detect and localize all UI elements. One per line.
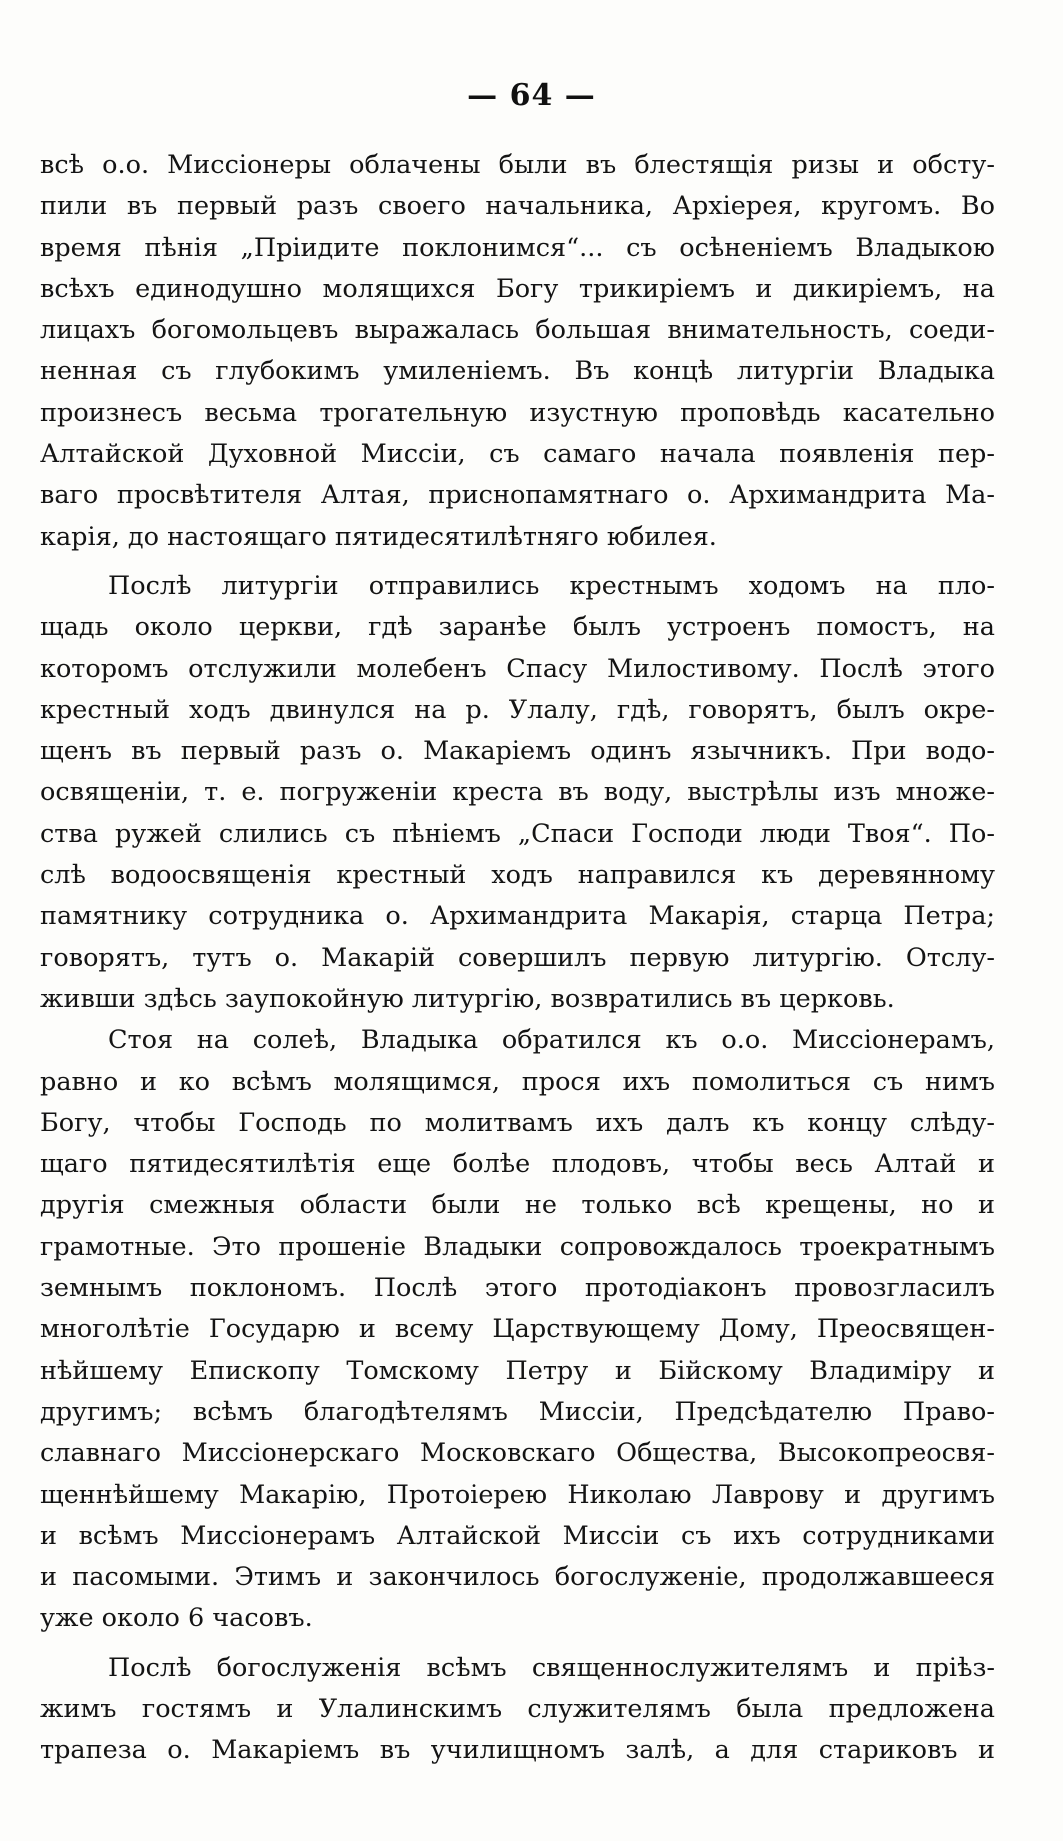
text-line: Послѣ литургіи отправились крестнымъ ходомъ на пло-: [108, 570, 995, 601]
text-line: Стоя на солеѣ, Владыка обратился къ о.о. Миссіонерамъ,: [108, 1025, 995, 1056]
text-line: освященіи, т. е. погруженіи креста въ воду, выстрѣлы изъ множе-: [40, 777, 995, 808]
paragraph-4: [40, 1648, 995, 1772]
text-line: земнымъ поклономъ. Послѣ этого протодіаконъ провозгласилъ: [40, 1273, 995, 1304]
body-text: [40, 145, 995, 1772]
text-line: многолѣтіе Государю и всему Царствующему Дому, Преосвящен-: [40, 1314, 995, 1345]
text-line: живши здѣсь заупокойную литургію, возвратились въ церковь.: [40, 983, 895, 1014]
text-line: и пасомыми. Этимъ и закончилось богослуженіе, продолжавшееся: [40, 1562, 995, 1593]
text-line: грамотные. Это прошеніе Владыки сопровождалось троекратнымъ: [40, 1231, 995, 1262]
text-line: крестный ходъ двинулся на р. Улалу, гдѣ, говорятъ, былъ окре-: [40, 694, 995, 725]
paragraph-1: [40, 145, 995, 558]
text-line: уже около 6 часовъ.: [40, 1603, 313, 1634]
text-line: произнесъ весьма трогательную изустную проповѣдь касательно: [40, 397, 995, 428]
text-line: ненная съ глубокимъ умиленіемъ. Въ концѣ литургіи Владыка: [40, 356, 995, 387]
page-number: — 64 —: [467, 78, 596, 113]
text-line: ства ружей слились съ пѣніемъ „Спаси Господи люди Твоя“. По-: [40, 818, 995, 849]
text-line: равно и ко всѣмъ молящимся, прося ихъ помолиться съ нимъ: [40, 1066, 995, 1097]
paragraph-3: [40, 1020, 995, 1639]
text-line: памятнику сотрудника о. Архимандрита Макарія, старца Петра;: [40, 901, 995, 932]
text-line: щаго пятидесятилѣтія еще болѣе плодовъ, чтобы весь Алтай и: [40, 1149, 995, 1180]
text-line: слѣ водоосвященія крестный ходъ направился къ деревянному: [40, 860, 995, 891]
text-line: ваго просвѣтителя Алтая, приснопамятнаго о. Архимандрита Ма-: [40, 480, 995, 511]
text-line: всѣ о.о. Миссіонеры облачены были въ блестящія ризы и обсту-: [40, 150, 995, 180]
text-line: Послѣ богослуженія всѣмъ священнослужителямъ и пріѣз-: [108, 1652, 995, 1683]
text-line: лицахъ богомольцевъ выражалась большая внимательность, соеди-: [40, 315, 995, 346]
text-line: другимъ; всѣмъ благодѣтелямъ Миссіи, Предсѣдателю Право-: [40, 1396, 995, 1427]
text-line: пили въ первый разъ своего начальника, Архіерея, кругомъ. Во: [40, 191, 995, 222]
text-line: щадь около церкви, гдѣ заранѣе былъ устроенъ помостъ, на: [40, 612, 995, 643]
text-line: говорятъ, тутъ о. Макарій совершилъ первую литургію. Отслу-: [40, 942, 995, 973]
text-line: трапеза о. Макаріемъ въ училищномъ залѣ, а для стариковъ и: [40, 1735, 995, 1766]
text-line: всѣхъ единодушно молящихся Богу трикиріемъ и дикиріемъ, на: [40, 273, 995, 304]
text-line: Богу, чтобы Господь по молитвамъ ихъ далъ къ концу слѣду-: [40, 1107, 995, 1138]
text-line: щеннѣйшему Макарію, Протоіерею Николаю Лаврову и другимъ: [40, 1479, 995, 1510]
text-line: и всѣмъ Миссіонерамъ Алтайской Миссіи съ ихъ сотрудниками: [40, 1520, 995, 1551]
paragraph-2: [40, 566, 995, 1020]
text-line: которомъ отслужили молебенъ Спасу Милостивому. Послѣ этого: [40, 653, 995, 684]
text-line: щенъ въ первый разъ о. Макаріемъ одинъ язычникъ. При водо-: [40, 736, 995, 767]
text-line: время пѣнія „Пріидите поклонимся“... съ осѣненіемъ Владыкою: [40, 232, 995, 263]
text-line: славнаго Миссіонерскаго Московскаго Общества, Высокопреосвя-: [40, 1438, 995, 1469]
text-line: карія, до настоящаго пятидесятилѣтняго юбилея.: [40, 521, 717, 552]
text-line: Алтайской Духовной Миссіи, съ самаго начала появленія пер-: [40, 439, 995, 470]
text-line: нѣйшему Епископу Томскому Петру и Бійскому Владиміру и: [40, 1355, 995, 1386]
text-line: жимъ гостямъ и Улалинскимъ служителямъ была предложена: [40, 1693, 995, 1724]
text-line: другія смежныя области были не только всѣ крещены, но и: [40, 1190, 995, 1221]
